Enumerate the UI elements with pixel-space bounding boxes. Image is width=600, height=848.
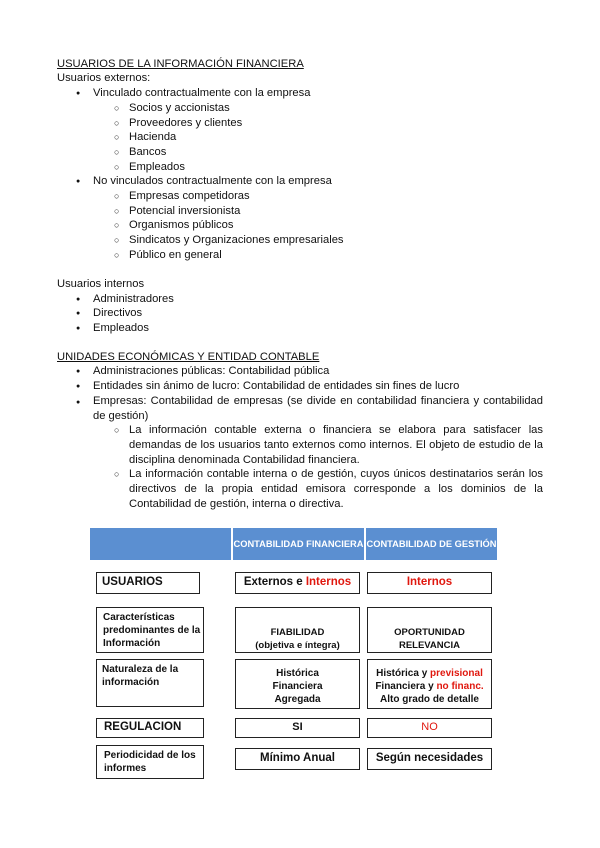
list-item: ● Directivos xyxy=(93,306,142,320)
text-nofinanc-red: no financ. xyxy=(436,681,484,692)
cell-objetiva: (objetiva e íntegra) xyxy=(255,640,340,651)
header-gestion: CONTABILIDAD DE GESTIÓN xyxy=(366,538,497,549)
text-externos: Externos e xyxy=(243,576,306,588)
list-item: ○ Sindicatos y Organizaciones empresariales xyxy=(129,233,344,247)
list-item: ● Empleados xyxy=(93,321,149,335)
text-financiera: Financiera y xyxy=(375,681,437,692)
list-item: ○ Socios y accionistas xyxy=(129,101,230,115)
list-item: ● Entidades sin ánimo de lucro: Contabilidad de entidades sin fines de lucro xyxy=(93,379,459,393)
cell-agregada: Agregada xyxy=(274,694,321,705)
list-item: ○ Proveedores y clientes xyxy=(129,116,242,130)
cell-historica-previsional xyxy=(367,667,492,680)
list-item: ○ La información contable externa o financiera se elabora para satisfacer las demandas de los usuarios tanto externos como internos. El objeto de estudio de la disciplina denominada Contabilidad financiera. xyxy=(129,423,543,468)
cell-usuarios-gestion: Internos xyxy=(406,576,453,588)
cell-alto-detalle: Alto grado de detalle xyxy=(380,694,479,705)
cell-oportunidad: OPORTUNIDAD xyxy=(394,627,465,638)
list-item: ○ Público en general xyxy=(129,248,222,262)
header-financiera: CONTABILIDAD FINANCIERA xyxy=(233,538,364,549)
list-item: ● Administraciones públicas: Contabilidad pública xyxy=(93,364,329,378)
cell-historica: Histórica xyxy=(276,668,319,679)
list-item: ○ Empleados xyxy=(129,160,185,174)
cell-regulacion-gestion: NO xyxy=(421,721,438,733)
list-item: ● Empresas: Contabilidad de empresas (se divide en contabilidad financiera y contabilidad de gestión) xyxy=(93,394,543,424)
cell-fiabilidad: FIABILIDAD xyxy=(270,627,325,638)
list-item: ○ La información contable interna o de gestión, cuyos únicos destinatarios serán los directivos de la propia entidad emisora corresponde a los dominios de la Contabilidad de gestión, interna o directiva. xyxy=(129,467,543,512)
row-label-naturaleza: Naturaleza de la información xyxy=(102,664,179,688)
cell-regulacion-financiera: SI xyxy=(292,721,303,733)
text-previsional-red: previsional xyxy=(430,668,483,679)
section-title-unidades: UNIDADES ECONÓMICAS Y ENTIDAD CONTABLE xyxy=(57,351,320,363)
external-users-label: Usuarios externos: xyxy=(57,72,151,84)
cell-usuarios-financiera xyxy=(235,576,360,589)
row-label-caracteristicas: Características predominantes de la Información xyxy=(103,612,201,649)
list-item: ● No vinculados contractualmente con la empresa xyxy=(93,174,332,188)
list-item: ○ Empresas competidoras xyxy=(129,189,250,203)
row-label-regulacion: REGULACION xyxy=(104,721,182,733)
cell-segun-necesidades: Según necesidades xyxy=(375,752,484,764)
row-label-periodicidad: Periodicidad de los informes xyxy=(104,750,196,774)
list-item: ○ Hacienda xyxy=(129,130,176,144)
cell-relevancia: RELEVANCIA xyxy=(398,640,461,651)
cell-minimo-anual: Mínimo Anual xyxy=(260,752,335,764)
text-historica: Histórica y xyxy=(376,668,431,679)
cell-financiera: Financiera xyxy=(272,681,323,692)
cell-financiera-nofinanc xyxy=(367,680,492,693)
list-item: ● Vinculado contractualmente con la empresa xyxy=(93,86,310,100)
list-item: ○ Potencial inversionista xyxy=(129,204,240,218)
internal-users-label: Usuarios internos xyxy=(57,278,145,290)
list-item: ○ Bancos xyxy=(129,145,166,159)
list-item: ● Administradores xyxy=(93,292,174,306)
list-item: ○ Organismos públicos xyxy=(129,218,233,232)
row-label-usuarios: USUARIOS xyxy=(102,576,163,588)
text-internos-red: Internos xyxy=(305,576,352,588)
section-title-usuarios: USUARIOS DE LA INFORMACIÓN FINANCIERA xyxy=(57,58,304,70)
